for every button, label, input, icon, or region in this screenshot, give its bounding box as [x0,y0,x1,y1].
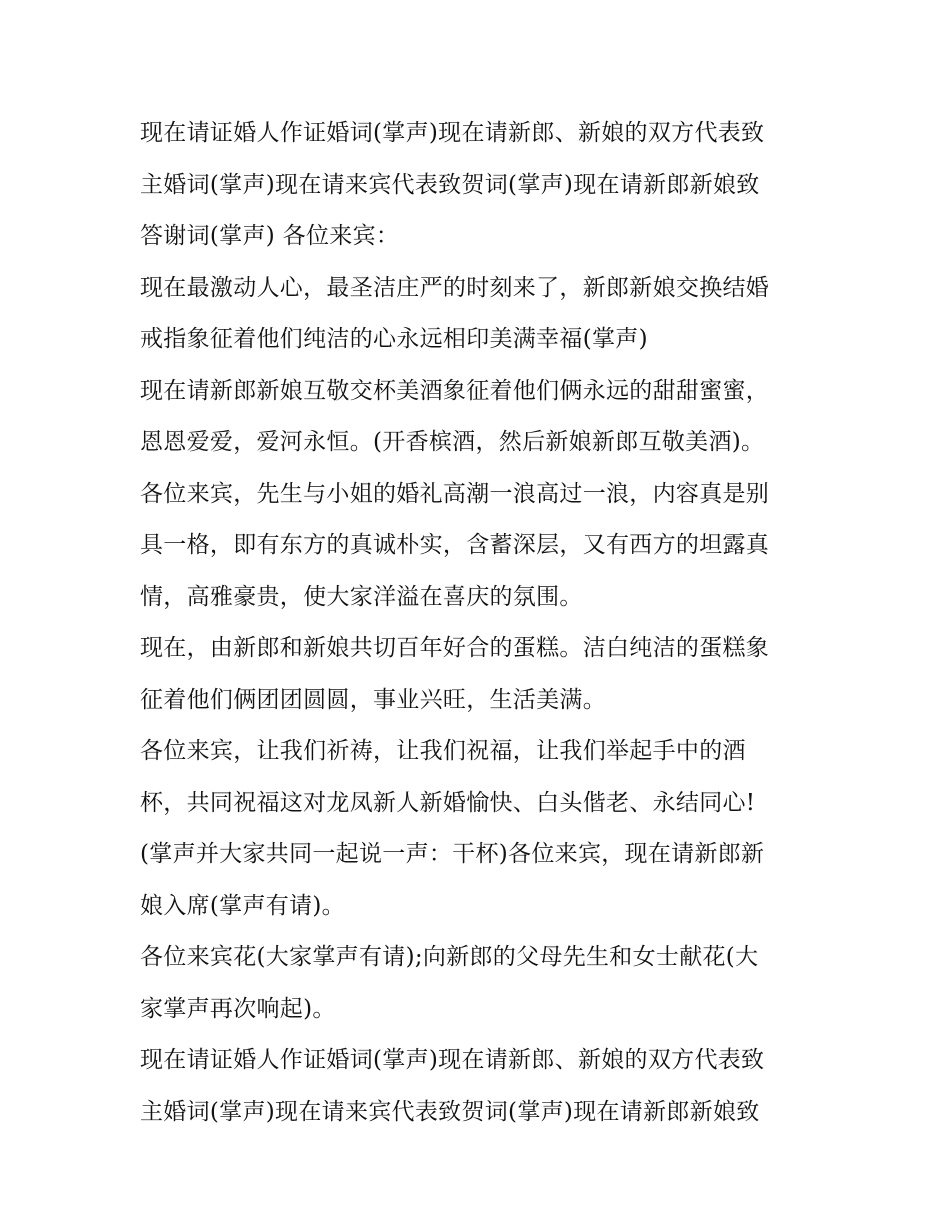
text-line: 现在请证婚人作证婚词(掌声)现在请新郎、新娘的双方代表致 [140,1047,765,1073]
text-line: 恩恩爱爱，爱河永恒。(开香槟酒，然后新娘新郎互敬美酒)。 [140,429,765,455]
text-line: 各位来宾花(大家掌声有请);向新郎的父母先生和女士献花(大 [140,944,759,970]
text-line: 现在请新郎新娘互敬交杯美酒象征着他们俩永远的甜甜蜜蜜， [140,377,770,404]
text-line: 情，高雅豪贵，使大家洋溢在喜庆的氛围。 [140,583,583,610]
text-line: 现在请证婚人作证婚词(掌声)现在请新郎、新娘的双方代表致 [140,120,765,146]
text-line: 主婚词(掌声)现在请来宾代表致贺词(掌声)现在请新郎新娘致 [140,1098,760,1125]
text-line: 征着他们俩团团圆圆，事业兴旺，生活美满。 [140,686,606,713]
text-line: 家掌声再次响起)。 [140,995,336,1022]
text-line: (掌声并大家共同一起说一声：干杯)各位来宾，现在请新郎新 [140,841,765,867]
text-line: 具一格，即有东方的真诚朴实，含蓄深层，又有西方的坦露真 [140,532,770,558]
text-line: 戒指象征着他们纯洁的心永远相印美满幸福(掌声) [140,326,648,352]
text-line: 现在，由新郎和新娘共切百年好合的蛋糕。洁白纯洁的蛋糕象 [140,635,770,661]
text-line: 杯，共同祝福这对龙凤新人新婚愉快、白头偕老、永结同心! [140,789,756,816]
text-line: 娘入席(掌声有请)。 [140,892,345,919]
text-line: 现在最激动人心，最圣洁庄严的时刻来了，新郎新娘交换结婚 [140,274,770,301]
document-body [140,108,820,1138]
text-line: 各位来宾，让我们祈祷，让我们祝福，让我们举起手中的酒 [140,738,746,764]
text-line: 各位来宾，先生与小姐的婚礼高潮一浪高过一浪，内容真是别 [140,480,770,507]
text-line: 答谢词(掌声) 各位来宾： [140,223,400,249]
text-line: 主婚词(掌声)现在请来宾代表致贺词(掌声)现在请新郎新娘致 [140,171,760,198]
